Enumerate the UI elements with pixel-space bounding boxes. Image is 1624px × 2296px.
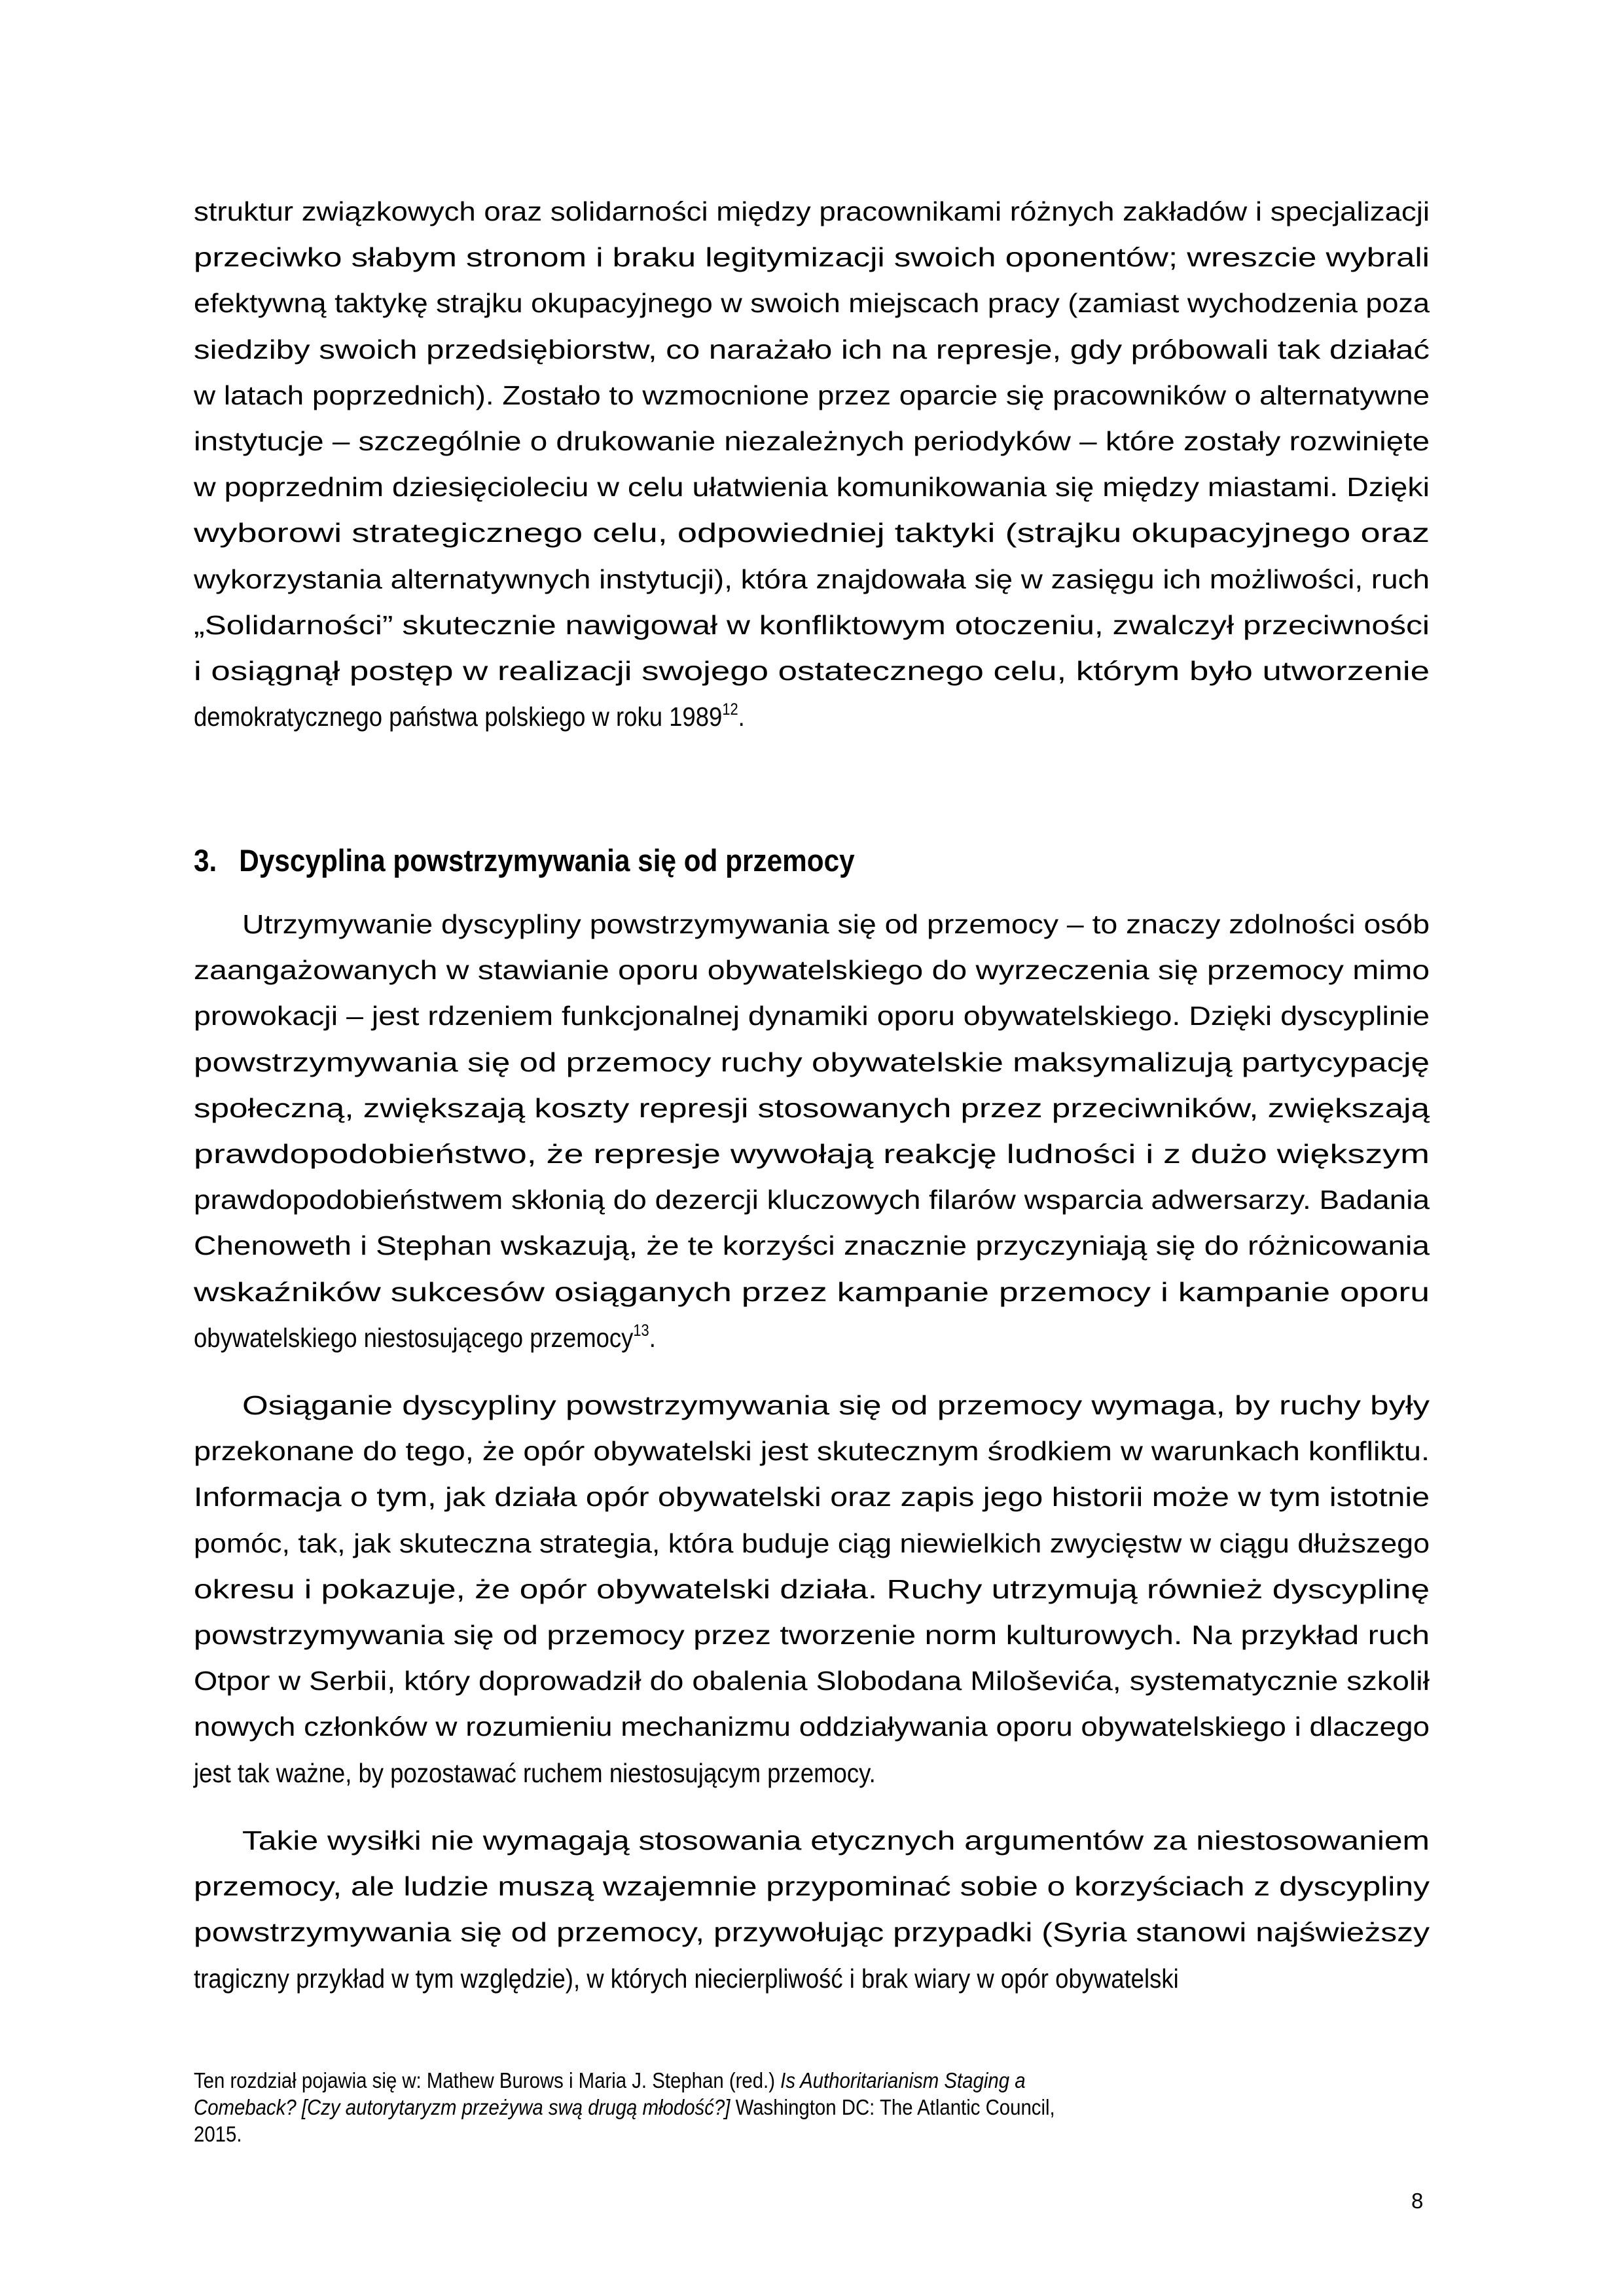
text-line-content: przemocy, ale ludzie muszą wzajemnie przypominać sobie o korzyściach z dyscypliny	[194, 1871, 1430, 1902]
text-line-content: instytucje – szczególnie o drukowanie niezależnych periodyków – które zostały rozwinięte	[194, 426, 1430, 456]
section-number: 3.	[194, 843, 217, 878]
footer-note-title-italic-cont: Comeback? [Czy autorytaryzm przeżywa swą drugą młodość?]	[194, 2095, 731, 2119]
text-line-content: „Solidarności” skutecznie nawigował w konfliktowym otoczeniu, zwalczył przeciwności	[194, 609, 1430, 640]
text-line-content: obywatelskiego niestosującego przemocy$^{13}$.	[194, 1321, 656, 1353]
text-line-content: nowych członków w rozumieniu mechanizmu oddziaływania oporu obywatelskiego i dlaczego	[194, 1712, 1430, 1742]
text-line	[194, 1474, 1430, 1520]
text-line-content: prawdopodobieństwo, że represje wywołają reakcję ludności i z dużo większym	[194, 1139, 1430, 1169]
footer-note-line-1	[194, 2067, 1128, 2094]
text-line-content: Chenoweth i Stephan wskazują, że te korzyści znacznie przyczyniają się do różnicowania	[194, 1230, 1430, 1261]
text-line	[242, 1818, 1478, 1863]
text-line-content: demokratycznego państwa polskiego w roku 1989$^{12}$.	[194, 700, 745, 732]
text-line	[194, 947, 1430, 993]
text-line-content: w poprzednim dziesięcioleciu w celu ułatwienia komunikowania się między miastami. Dzięki	[194, 472, 1430, 503]
text-line-content: okresu i pokazuje, że opór obywatelski działa. Ruchy utrzymują również dyscyplinę	[194, 1573, 1430, 1604]
text-line-content: wykorzystania alternatywnych instytucji), która znajdowała się w zasięgu ich możliwości, ruch	[194, 564, 1430, 594]
footer-note-title-italic: Is Authoritarianism Staging a	[780, 2068, 1026, 2092]
footer-note-publisher: Washington DC: The Atlantic Council,	[730, 2095, 1055, 2119]
footer-note-citation: Ten rozdział pojawia się w: Mathew Burows i Maria J. Stephan (red.)	[194, 2068, 781, 2092]
text-line-content: wyborowi strategicznego celu, odpowiedniej taktyki (strajku okupacyjnego oraz	[194, 518, 1430, 548]
text-line	[242, 901, 1478, 947]
text-line	[194, 188, 1430, 234]
footer-note-year: 2015.	[194, 2122, 242, 2146]
text-line	[194, 648, 1430, 694]
text-line	[194, 1704, 1430, 1749]
text-line	[194, 694, 1430, 740]
text-line-content: powstrzymywania się od przemocy ruchy obywatelskie maksymalizują partycypację	[194, 1047, 1430, 1077]
text-line	[194, 1131, 1430, 1177]
footnote-reference[interactable]: 12	[722, 700, 738, 719]
text-line	[194, 1612, 1430, 1658]
text-line	[194, 1909, 1430, 1955]
text-line	[194, 510, 1430, 556]
text-line	[194, 1269, 1430, 1315]
text-line	[194, 418, 1430, 464]
text-line	[194, 1658, 1430, 1704]
text-line	[194, 1750, 1430, 1796]
text-line-content: tragiczny przykład w tym względzie), w których niecierpliwość i brak wiary w opór obywatelski	[194, 1963, 1179, 1994]
text-line-content: zaangażowanych w stawianie oporu obywatelskiego do wyrzeczenia się przemocy mimo	[194, 955, 1430, 986]
page-number: 8	[1411, 2189, 1424, 2213]
text-line	[194, 1566, 1430, 1612]
text-line-content: siedziby swoich przedsiębiorstw, co narażało ich na represje, gdy próbowali tak działać	[194, 334, 1430, 365]
footer-note-line-2-text	[194, 2094, 1055, 2121]
text-line	[194, 1315, 1430, 1361]
text-line-content: Osiąganie dyscypliny powstrzymywania się od przemocy wymaga, by ruchy były	[242, 1390, 1430, 1420]
text-line-content: prawdopodobieństwem skłonią do dezercji kluczowych filarów wsparcia adwersarzy. Badania	[194, 1185, 1430, 1215]
text-line	[194, 1039, 1430, 1085]
text-line	[194, 993, 1430, 1039]
text-line	[194, 556, 1430, 602]
text-line-content: powstrzymywania się od przemocy, przywołując przypadki (Syria stanowi najświeższy	[194, 1917, 1430, 1948]
text-line	[194, 280, 1430, 326]
text-line	[194, 1085, 1430, 1131]
text-line	[194, 1520, 1430, 1566]
text-line-content: efektywną taktykę strajku okupacyjnego w swoich miejscach pracy (zamiast wychodzenia poza	[194, 288, 1430, 319]
section-title: Dyscyplina powstrzymywania się od przemocy	[239, 843, 855, 878]
text-line-content: jest tak ważne, by pozostawać ruchem niestosującym przemocy.	[194, 1757, 876, 1788]
footer-note-line-1-text	[194, 2067, 1026, 2094]
text-line	[194, 1177, 1430, 1223]
text-line-content: Informacja o tym, jak działa opór obywatelski oraz zapis jego historii może w tym istotnie	[194, 1482, 1430, 1513]
text-line	[194, 1428, 1430, 1474]
text-line-content: społeczną, zwiększają koszty represji stosowanych przez przeciwników, zwiększają	[194, 1092, 1430, 1123]
text-line	[194, 234, 1430, 280]
text-line	[194, 327, 1430, 372]
section-heading	[194, 838, 855, 884]
text-line-content: pomóc, tak, jak skuteczna strategia, która buduje ciąg niewielkich zwycięstw w ciągu dłuższego	[194, 1528, 1430, 1558]
text-line	[194, 1863, 1430, 1909]
text-line-content: Otpor w Serbii, który doprowadził do obalenia Slobodana Miloševića, systematycznie szkolił	[194, 1666, 1430, 1696]
footnote-reference[interactable]: 13	[633, 1321, 649, 1340]
text-line-content: powstrzymywania się od przemocy przez tworzenie norm kulturowych. Na przykład ruch	[194, 1620, 1430, 1650]
text-line-content: przekonane do tego, że opór obywatelski jest skutecznym środkiem w warunkach konfliktu.	[194, 1436, 1430, 1467]
text-line	[194, 1956, 1430, 2001]
text-line-content: w latach poprzednich). Zostało to wzmocnione przez oparcie się pracowników o alternatywne	[194, 380, 1430, 410]
text-line	[194, 1223, 1430, 1268]
text-line-content: Utrzymywanie dyscypliny powstrzymywania się od przemocy – to znaczy zdolności osób	[242, 909, 1430, 939]
text-line	[194, 372, 1430, 418]
text-line	[242, 1382, 1478, 1428]
text-line-content: przeciwko słabym stronom i braku legitymizacji swoich oponentów; wreszcie wybrali	[194, 242, 1430, 273]
footer-note-line-3	[194, 2121, 248, 2147]
text-line-content: i osiągnął postęp w realizacji swojego ostatecznego celu, którym było utworzenie	[194, 656, 1430, 686]
text-line-content: wskaźników sukcesów osiąganych przez kampanie przemocy i kampanie oporu	[194, 1276, 1430, 1307]
text-line-content: struktur związkowych oraz solidarności między pracownikami różnych zakładów i specjalizacji	[194, 196, 1430, 226]
footer-note-line-2	[194, 2094, 1161, 2121]
text-line	[194, 602, 1430, 648]
text-line	[194, 464, 1430, 510]
text-line-content: prowokacji – jest rdzeniem funkcjonalnej dynamiki oporu obywatelskiego. Dzięki dyscyplinie	[194, 1001, 1430, 1031]
text-line-content: Takie wysiłki nie wymagają stosowania etycznych argumentów za niestosowaniem	[242, 1825, 1430, 1856]
